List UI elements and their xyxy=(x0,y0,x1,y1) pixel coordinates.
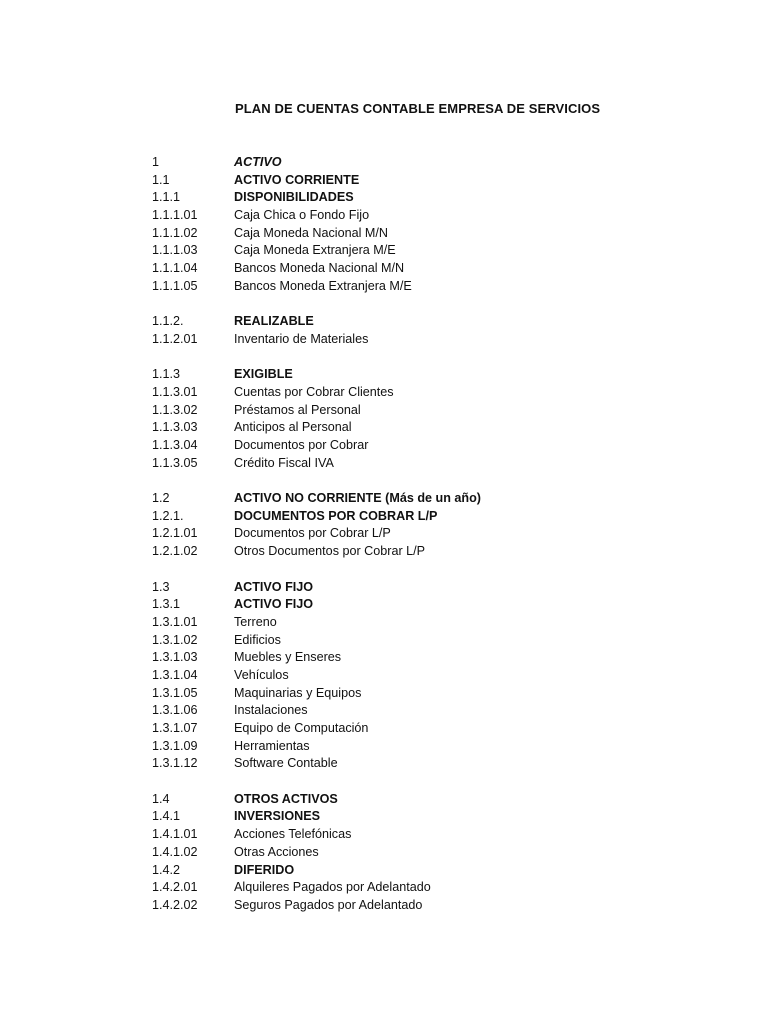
account-name: Documentos por Cobrar L/P xyxy=(234,526,391,541)
account-code: 1.4.1 xyxy=(152,809,181,824)
account-code: 1.1.1.04 xyxy=(152,261,198,276)
account-row xyxy=(152,667,712,685)
account-code: 1.4 xyxy=(152,791,170,806)
account-name: ACTIVO CORRIENTE xyxy=(234,172,360,187)
account-name: Edificios xyxy=(234,632,281,647)
account-code: 1.2 xyxy=(152,491,170,506)
account-row xyxy=(152,455,712,473)
account-code: 1.1.2. xyxy=(152,314,184,329)
account-name: ACTIVO FIJO xyxy=(234,579,314,594)
account-row xyxy=(152,579,712,597)
account-row xyxy=(152,632,712,650)
account-row xyxy=(152,189,712,207)
account-code: 1.1.3.04 xyxy=(152,438,198,452)
account-code: 1.4.2.01 xyxy=(152,880,198,895)
account-row xyxy=(152,755,712,773)
account-name: Alquileres Pagados por Adelantado xyxy=(234,880,431,895)
account-row xyxy=(152,508,712,526)
account-code: 1.2.1.02 xyxy=(152,544,198,559)
account-row xyxy=(152,685,712,703)
account-code: 1.1.1.05 xyxy=(152,278,198,293)
chart-of-accounts-list xyxy=(152,154,712,915)
account-row xyxy=(152,791,712,809)
account-name: Herramientas xyxy=(234,738,310,753)
account-name: Muebles y Enseres xyxy=(234,650,342,665)
account-name: DIFERIDO xyxy=(234,862,295,877)
account-row xyxy=(152,384,712,402)
account-name: Vehículos xyxy=(234,667,289,682)
account-code: 1.1.1.01 xyxy=(152,208,198,223)
account-code: 1.1.3 xyxy=(152,367,181,382)
account-name: ACTIVO NO CORRIENTE (Más de un año) xyxy=(234,491,481,506)
account-name: Maquinarias y Equipos xyxy=(234,685,362,700)
account-name: ACTIVO xyxy=(234,155,282,169)
account-name: Crédito Fiscal IVA xyxy=(234,455,334,470)
account-code: 1.4.1.02 xyxy=(152,844,198,859)
account-row xyxy=(152,242,712,260)
account-row xyxy=(152,313,712,331)
account-name: Anticipos al Personal xyxy=(234,420,352,435)
account-row xyxy=(152,437,712,455)
account-row xyxy=(152,172,712,190)
account-code: 1.3.1.01 xyxy=(152,614,198,629)
account-code: 1.3.1.04 xyxy=(152,667,198,682)
account-name: Documentos por Cobrar xyxy=(234,438,369,452)
account-name: Otras Acciones xyxy=(234,844,319,859)
account-code: 1.1.1.03 xyxy=(152,243,198,258)
account-row xyxy=(152,897,712,915)
account-row xyxy=(152,331,712,349)
account-name: Otros Documentos por Cobrar L/P xyxy=(234,544,426,559)
account-row xyxy=(152,525,712,543)
account-code: 1.4.2.02 xyxy=(152,897,198,912)
account-code: 1.3.1.02 xyxy=(152,632,198,647)
account-code: 1.3.1.05 xyxy=(152,685,198,700)
account-name: DOCUMENTOS POR COBRAR L/P xyxy=(234,508,438,523)
account-row xyxy=(152,862,712,880)
account-code: 1.3.1.12 xyxy=(152,756,198,771)
account-code: 1.1.3.02 xyxy=(152,402,198,417)
account-name: Instalaciones xyxy=(234,703,308,718)
account-name: INVERSIONES xyxy=(234,809,321,824)
account-row xyxy=(152,614,712,632)
account-code: 1.3.1.06 xyxy=(152,703,198,718)
account-name: Equipo de Computación xyxy=(234,721,369,735)
account-code: 1.4.2 xyxy=(152,862,181,877)
page-title: PLAN DE CUENTAS CONTABLE EMPRESA DE SERVICIOS xyxy=(235,101,601,116)
account-name: Acciones Telefónicas xyxy=(234,827,352,842)
account-row xyxy=(152,720,712,738)
account-name: Seguros Pagados por Adelantado xyxy=(234,897,423,912)
account-code: 1.1.1.02 xyxy=(152,225,198,240)
account-name: EXIGIBLE xyxy=(234,367,293,382)
account-code: 1.3.1 xyxy=(152,597,181,612)
account-row xyxy=(152,596,712,614)
account-row xyxy=(152,278,712,296)
account-name: DISPONIBILIDADES xyxy=(234,190,354,205)
account-row xyxy=(152,808,712,826)
account-name: Caja Chica o Fondo Fijo xyxy=(234,208,370,223)
account-code: 1.1.3.03 xyxy=(152,420,198,435)
account-name: Préstamos al Personal xyxy=(234,402,361,417)
account-code: 1.3.1.07 xyxy=(152,721,198,735)
account-row xyxy=(152,260,712,278)
account-code: 1.1.2.01 xyxy=(152,331,198,346)
account-row xyxy=(152,366,712,384)
account-code: 1.1.1 xyxy=(152,190,181,205)
account-row xyxy=(152,649,712,667)
account-name: ACTIVO FIJO xyxy=(234,597,314,612)
account-row xyxy=(152,419,712,437)
account-row xyxy=(152,225,712,243)
account-row xyxy=(152,844,712,862)
account-name: Terreno xyxy=(234,614,277,629)
account-row xyxy=(152,543,712,561)
account-name: Caja Moneda Nacional M/N xyxy=(234,225,388,240)
account-name: OTROS ACTIVOS xyxy=(234,791,338,806)
account-name: REALIZABLE xyxy=(234,314,314,329)
account-row xyxy=(152,826,712,844)
account-row xyxy=(152,702,712,720)
account-name: Cuentas por Cobrar Clientes xyxy=(234,384,394,399)
account-row xyxy=(152,738,712,756)
account-code: 1 xyxy=(152,155,160,169)
account-code: 1.1 xyxy=(152,172,170,187)
account-row xyxy=(152,490,712,508)
account-name: Caja Moneda Extranjera M/E xyxy=(234,243,396,258)
account-name: Software Contable xyxy=(234,756,338,771)
account-name: Inventario de Materiales xyxy=(234,331,369,346)
account-row xyxy=(152,402,712,420)
account-name: Bancos Moneda Nacional M/N xyxy=(234,261,405,276)
account-row xyxy=(152,207,712,225)
account-code: 1.2.1.01 xyxy=(152,526,198,541)
account-name: Bancos Moneda Extranjera M/E xyxy=(234,278,412,293)
account-code: 1.3.1.03 xyxy=(152,650,198,665)
account-code: 1.2.1. xyxy=(152,508,184,523)
account-row xyxy=(152,154,712,172)
account-code: 1.3 xyxy=(152,579,170,594)
account-code: 1.1.3.05 xyxy=(152,455,198,470)
account-code: 1.1.3.01 xyxy=(152,384,198,399)
account-code: 1.4.1.01 xyxy=(152,827,198,842)
account-row xyxy=(152,879,712,897)
account-code: 1.3.1.09 xyxy=(152,738,198,753)
